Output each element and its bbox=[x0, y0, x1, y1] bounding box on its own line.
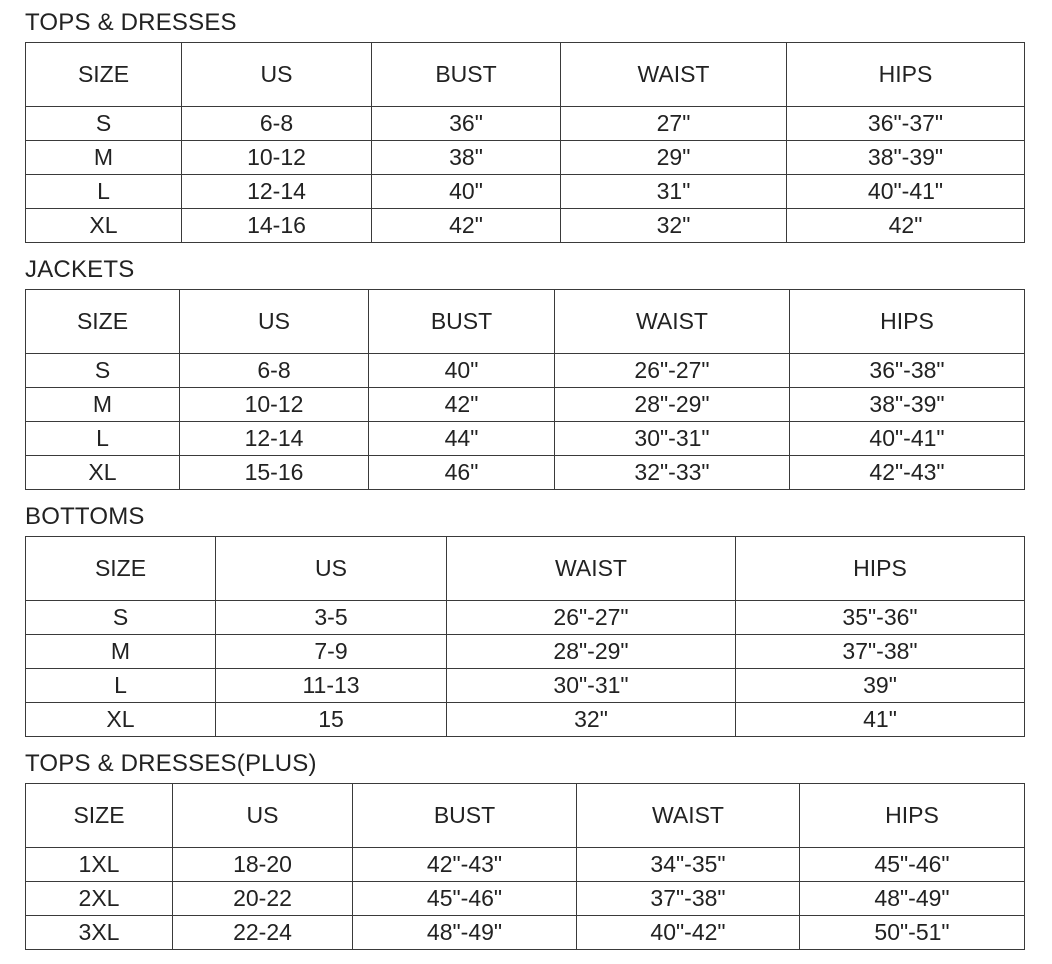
table-cell: 18-20 bbox=[173, 848, 353, 882]
column-header: BUST bbox=[372, 43, 561, 107]
table-cell: 31" bbox=[561, 175, 787, 209]
column-header: WAIST bbox=[561, 43, 787, 107]
table-cell: 35"-36" bbox=[736, 601, 1025, 635]
column-header: BUST bbox=[353, 784, 577, 848]
table-cell: 10-12 bbox=[180, 388, 369, 422]
table-cell: 37"-38" bbox=[736, 635, 1025, 669]
table-row bbox=[26, 354, 1025, 388]
table-cell: 30"-31" bbox=[555, 422, 790, 456]
table-cell: M bbox=[26, 141, 182, 175]
table-row bbox=[26, 175, 1025, 209]
table-cell: XL bbox=[26, 209, 182, 243]
table-header-row bbox=[26, 784, 1025, 848]
table-row bbox=[26, 916, 1025, 950]
table-cell: 15-16 bbox=[180, 456, 369, 490]
table-cell: 28"-29" bbox=[555, 388, 790, 422]
table-cell: L bbox=[26, 422, 180, 456]
column-header: BUST bbox=[369, 290, 555, 354]
table-cell: M bbox=[26, 388, 180, 422]
table-row bbox=[26, 848, 1025, 882]
table-cell: 11-13 bbox=[216, 669, 447, 703]
table-cell: 20-22 bbox=[173, 882, 353, 916]
table-cell: 36"-38" bbox=[790, 354, 1025, 388]
table-cell: 45"-46" bbox=[800, 848, 1025, 882]
table-cell: L bbox=[26, 175, 182, 209]
table-cell: 42"-43" bbox=[353, 848, 577, 882]
table-header-row bbox=[26, 537, 1025, 601]
table-cell: 38"-39" bbox=[787, 141, 1025, 175]
jackets-size-table bbox=[25, 289, 1025, 490]
table-cell: 36"-37" bbox=[787, 107, 1025, 141]
table-cell: 3XL bbox=[26, 916, 173, 950]
table-cell: 39" bbox=[736, 669, 1025, 703]
table-cell: 29" bbox=[561, 141, 787, 175]
table-cell: S bbox=[26, 601, 216, 635]
table-row bbox=[26, 209, 1025, 243]
column-header: US bbox=[180, 290, 369, 354]
column-header: SIZE bbox=[26, 784, 173, 848]
table-cell: 14-16 bbox=[182, 209, 372, 243]
table-header-row bbox=[26, 290, 1025, 354]
table-cell: 42" bbox=[787, 209, 1025, 243]
table-row bbox=[26, 456, 1025, 490]
table-cell: 30"-31" bbox=[447, 669, 736, 703]
table-cell: 7-9 bbox=[216, 635, 447, 669]
table-cell: 1XL bbox=[26, 848, 173, 882]
section-title: TOPS & DRESSES(PLUS) bbox=[25, 750, 317, 777]
section-title: JACKETS bbox=[25, 256, 135, 283]
table-cell: 40"-42" bbox=[577, 916, 800, 950]
table-cell: 12-14 bbox=[180, 422, 369, 456]
column-header: SIZE bbox=[26, 537, 216, 601]
table-cell: 37"-38" bbox=[577, 882, 800, 916]
table-row bbox=[26, 882, 1025, 916]
table-cell: S bbox=[26, 107, 182, 141]
table-cell: 26"-27" bbox=[555, 354, 790, 388]
table-row bbox=[26, 107, 1025, 141]
column-header: HIPS bbox=[787, 43, 1025, 107]
table-cell: 12-14 bbox=[182, 175, 372, 209]
table-cell: 26"-27" bbox=[447, 601, 736, 635]
column-header: US bbox=[216, 537, 447, 601]
table-cell: 22-24 bbox=[173, 916, 353, 950]
table-row bbox=[26, 388, 1025, 422]
bottoms-size-table bbox=[25, 536, 1025, 737]
table-cell: 27" bbox=[561, 107, 787, 141]
tops-dresses-plus-size-table bbox=[25, 783, 1025, 950]
table-cell: 32"-33" bbox=[555, 456, 790, 490]
section-title: BOTTOMS bbox=[25, 503, 145, 530]
table-cell: 6-8 bbox=[182, 107, 372, 141]
table-cell: 45"-46" bbox=[353, 882, 577, 916]
table-cell: 42"-43" bbox=[790, 456, 1025, 490]
table-cell: 50"-51" bbox=[800, 916, 1025, 950]
table-cell: XL bbox=[26, 703, 216, 737]
column-header: US bbox=[182, 43, 372, 107]
table-cell: 48"-49" bbox=[800, 882, 1025, 916]
column-header: WAIST bbox=[577, 784, 800, 848]
table-row bbox=[26, 635, 1025, 669]
column-header: HIPS bbox=[800, 784, 1025, 848]
table-cell: 44" bbox=[369, 422, 555, 456]
column-header: WAIST bbox=[447, 537, 736, 601]
column-header: HIPS bbox=[736, 537, 1025, 601]
table-cell: 3-5 bbox=[216, 601, 447, 635]
table-cell: 46" bbox=[369, 456, 555, 490]
table-cell: 32" bbox=[447, 703, 736, 737]
table-cell: 36" bbox=[372, 107, 561, 141]
column-header: SIZE bbox=[26, 43, 182, 107]
table-cell: XL bbox=[26, 456, 180, 490]
table-cell: 38"-39" bbox=[790, 388, 1025, 422]
table-cell: 10-12 bbox=[182, 141, 372, 175]
table-cell: 6-8 bbox=[180, 354, 369, 388]
section-title: TOPS & DRESSES bbox=[25, 9, 237, 36]
table-cell: 28"-29" bbox=[447, 635, 736, 669]
column-header: WAIST bbox=[555, 290, 790, 354]
table-cell: 34"-35" bbox=[577, 848, 800, 882]
table-cell: 41" bbox=[736, 703, 1025, 737]
table-cell: 48"-49" bbox=[353, 916, 577, 950]
table-cell: 2XL bbox=[26, 882, 173, 916]
table-cell: 40"-41" bbox=[790, 422, 1025, 456]
table-cell: L bbox=[26, 669, 216, 703]
table-cell: M bbox=[26, 635, 216, 669]
table-row bbox=[26, 703, 1025, 737]
column-header: US bbox=[173, 784, 353, 848]
table-cell: 15 bbox=[216, 703, 447, 737]
table-cell: S bbox=[26, 354, 180, 388]
table-cell: 40" bbox=[372, 175, 561, 209]
column-header: HIPS bbox=[790, 290, 1025, 354]
table-row bbox=[26, 422, 1025, 456]
table-header-row bbox=[26, 43, 1025, 107]
table-row bbox=[26, 601, 1025, 635]
table-row bbox=[26, 141, 1025, 175]
table-cell: 42" bbox=[372, 209, 561, 243]
table-row bbox=[26, 669, 1025, 703]
table-cell: 38" bbox=[372, 141, 561, 175]
table-cell: 40"-41" bbox=[787, 175, 1025, 209]
column-header: SIZE bbox=[26, 290, 180, 354]
table-cell: 42" bbox=[369, 388, 555, 422]
table-cell: 40" bbox=[369, 354, 555, 388]
tops-dresses-size-table bbox=[25, 42, 1025, 243]
table-cell: 32" bbox=[561, 209, 787, 243]
